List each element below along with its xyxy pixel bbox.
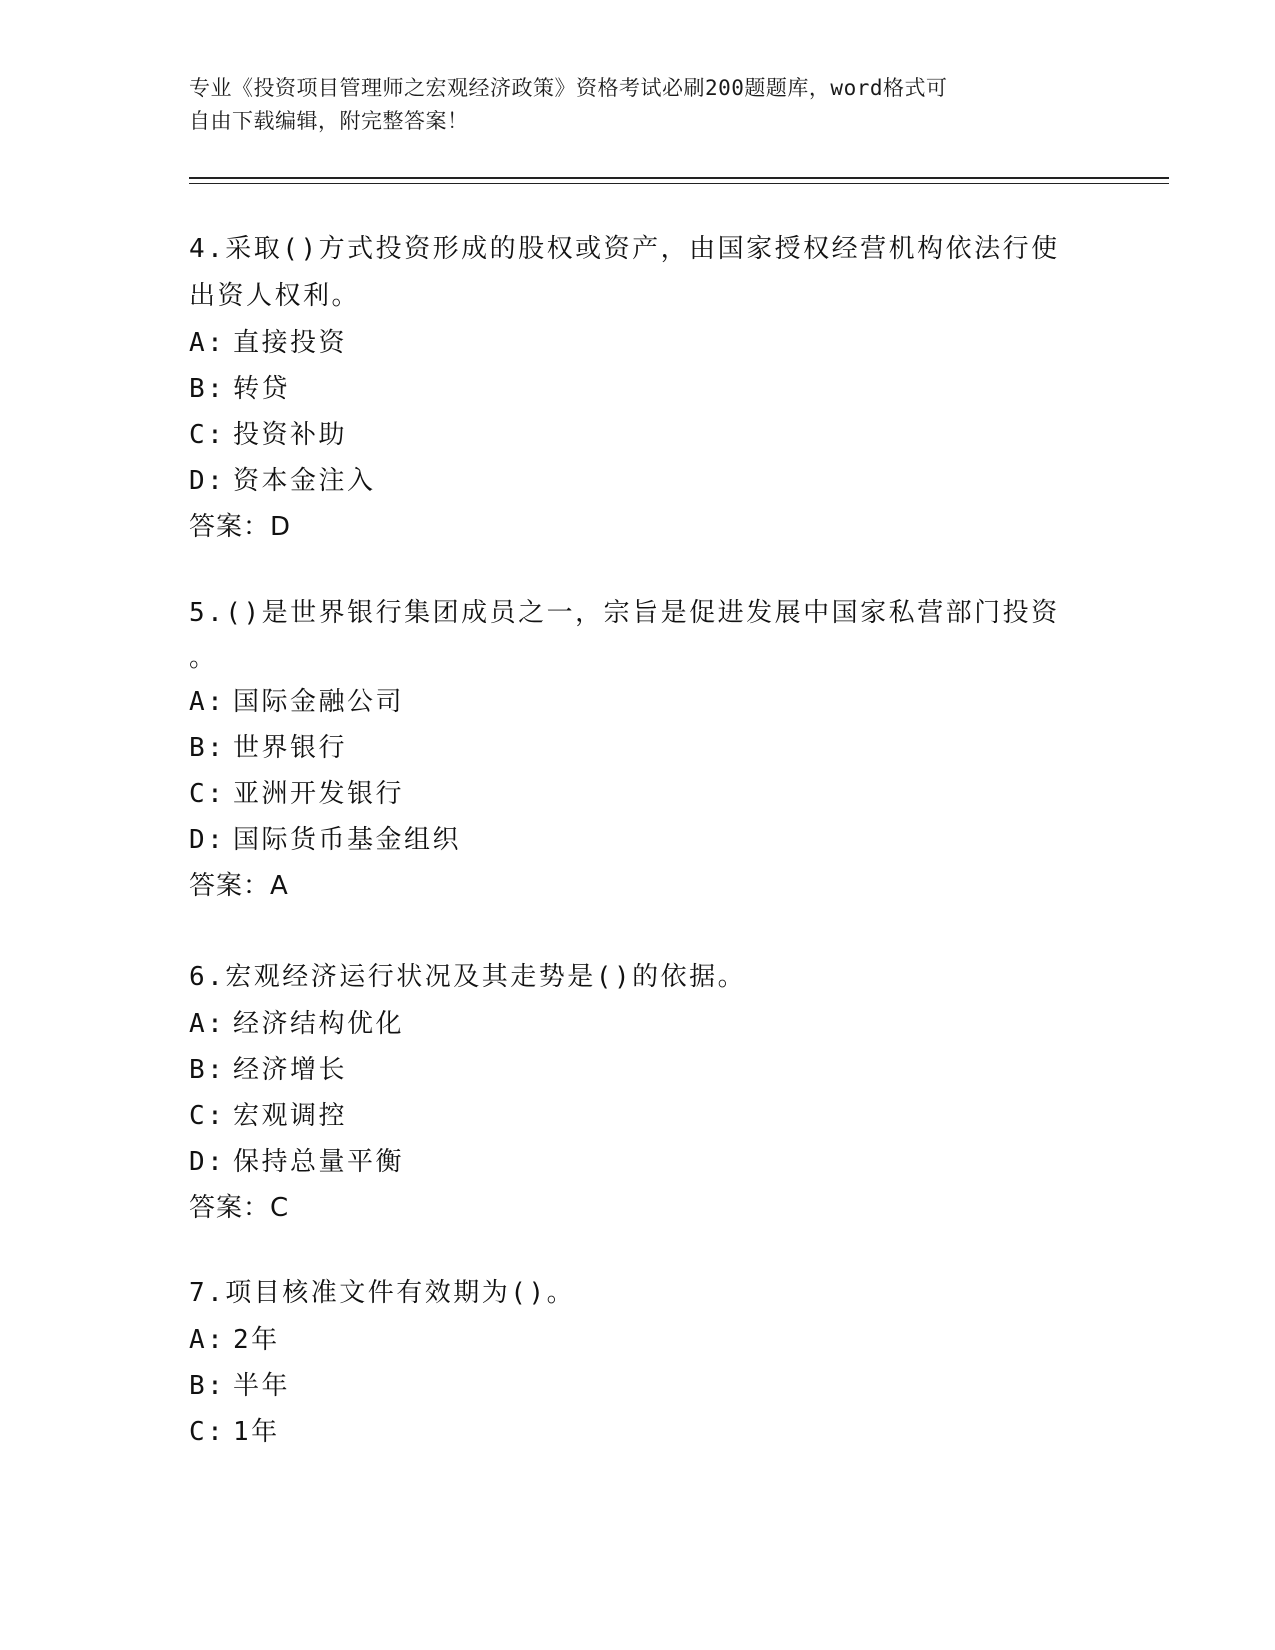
- option-letter: B:: [189, 733, 226, 763]
- option-text: 经济增长: [233, 1055, 348, 1085]
- option-text: 保持总量平衡: [233, 1147, 405, 1177]
- option-text: 国际货币基金组织: [233, 825, 462, 855]
- option-text: 直接投资: [233, 328, 348, 358]
- option-d: [189, 817, 1069, 863]
- option-letter: A:: [189, 1325, 226, 1355]
- question-6: [189, 954, 1069, 1231]
- question-stem-line-1: 5.()是世界银行集团成员之一，宗旨是促进发展中国家私营部门投资: [189, 598, 1060, 628]
- option-letter: B:: [189, 1055, 226, 1085]
- option-text: 世界银行: [233, 733, 348, 763]
- option-text: 宏观调控: [233, 1101, 348, 1131]
- option-a: [189, 1001, 1069, 1047]
- option-text: 转贷: [233, 374, 291, 404]
- header-line-2: 自由下载编辑，附完整答案！: [189, 109, 469, 133]
- option-letter: C:: [189, 1417, 226, 1447]
- question-stem-line-1: 4.采取()方式投资形成的股权或资产，由国家授权经营机构依法行使: [189, 234, 1060, 264]
- option-letter: B:: [189, 1371, 226, 1401]
- option-letter: C:: [189, 779, 226, 809]
- option-text: 投资补助: [233, 420, 348, 450]
- option-letter: B:: [189, 374, 226, 404]
- question-stem-line-2: 出资人权利。: [189, 281, 361, 311]
- option-b: [189, 1363, 1069, 1409]
- option-text: 亚洲开发银行: [233, 779, 405, 809]
- question-7: [189, 1270, 1069, 1455]
- option-a: [189, 320, 1069, 366]
- option-d: [189, 1139, 1069, 1185]
- option-c: [189, 1409, 1069, 1455]
- question-5: [189, 590, 1069, 909]
- option-c: [189, 771, 1069, 817]
- option-letter: D:: [189, 1147, 226, 1177]
- header-divider-thin: [189, 183, 1169, 184]
- option-b: [189, 725, 1069, 771]
- answer: 答案：C: [189, 1193, 290, 1223]
- question-stem-line-1: 6.宏观经济运行状况及其走势是()的依据。: [189, 962, 747, 992]
- header-divider-thick: [189, 177, 1169, 179]
- option-text: 2年: [233, 1325, 280, 1355]
- question-stem-line-1: 7.项目核准文件有效期为()。: [189, 1278, 576, 1308]
- option-letter: A:: [189, 1009, 226, 1039]
- option-text: 资本金注入: [233, 466, 376, 496]
- document-header: [189, 72, 1069, 138]
- option-letter: C:: [189, 1101, 226, 1131]
- option-a: [189, 1317, 1069, 1363]
- header-line-1: 专业《投资项目管理师之宏观经济政策》资格考试必刷200题题库，word格式可: [189, 76, 948, 100]
- option-c: [189, 412, 1069, 458]
- question-stem-line-2: 。: [189, 643, 218, 673]
- option-text: 国际金融公司: [233, 687, 405, 717]
- option-d: [189, 458, 1069, 504]
- option-b: [189, 1047, 1069, 1093]
- option-letter: C:: [189, 420, 226, 450]
- option-letter: D:: [189, 825, 226, 855]
- option-letter: A:: [189, 328, 226, 358]
- option-b: [189, 366, 1069, 412]
- option-letter: D:: [189, 466, 226, 496]
- question-4: [189, 226, 1069, 550]
- answer: 答案：A: [189, 871, 289, 901]
- option-letter: A:: [189, 687, 226, 717]
- option-a: [189, 679, 1069, 725]
- option-text: 经济结构优化: [233, 1009, 405, 1039]
- option-text: 1年: [233, 1417, 280, 1447]
- option-text: 半年: [233, 1371, 291, 1401]
- answer: 答案：D: [189, 512, 292, 542]
- option-c: [189, 1093, 1069, 1139]
